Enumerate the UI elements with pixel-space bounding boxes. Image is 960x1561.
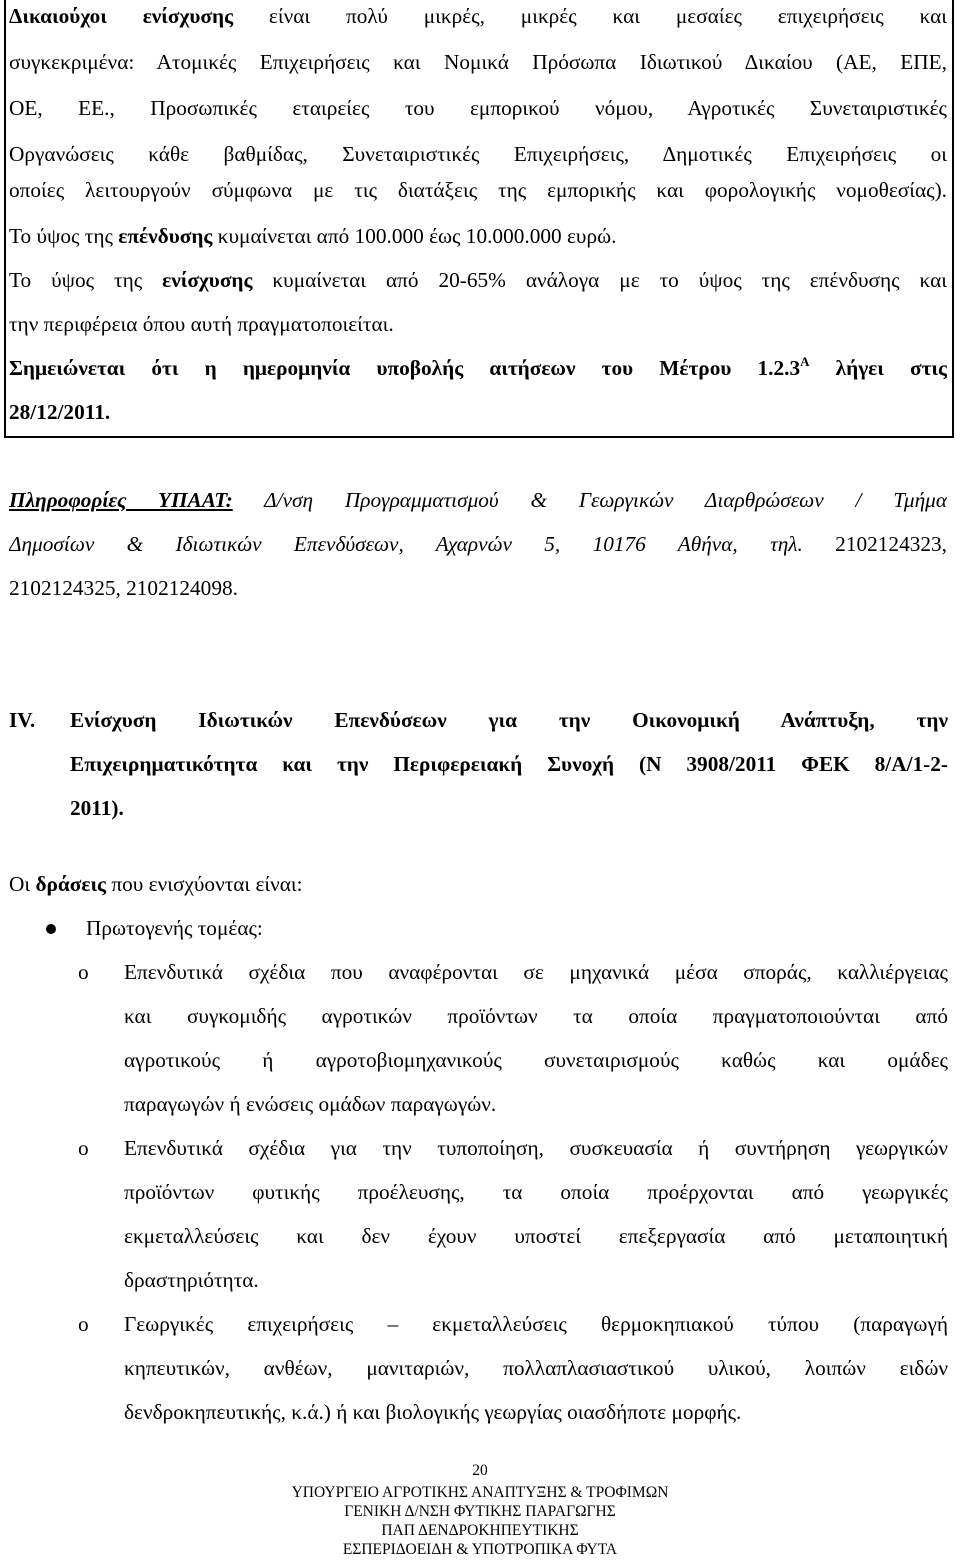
section-title-line-3: 2011).	[70, 796, 124, 820]
info-line-2: Δημοσίων & Ιδιωτικών Επενδύσεων, Αχαρνών 5, 10176 Αθήνα, τηλ. 2102124323,	[9, 532, 947, 556]
box-line-1: Δικαιούχοι ενίσχυσης είναι πολύ μικρές, μικρές και μεσαίες επιχειρήσεις και	[9, 4, 947, 28]
box-line-8: την περιφέρεια όπου αυτή πραγματοποιείται.	[9, 312, 394, 336]
sub3-line-1: Γεωργικές επιχειρήσεις – εκμεταλλεύσεις θερμοκηπιακού τύπου (παραγωγή	[124, 1312, 948, 1336]
box-line-9: Σημειώνεται ότι η ημερομηνία υποβολής αιτήσεων του Μέτρου $1.2.3^A$ λήγει στις	[9, 356, 947, 380]
box-line-2: συγκεκριμένα: Ατομικές Επιχειρήσεις και Νομικά Πρόσωπα Ιδιωτικού Δικαίου (ΑΕ, ΕΠΕ,	[9, 50, 947, 74]
sub2-line-3: εκμεταλλεύσεις και δεν έχουν υποστεί επεξεργασία από μεταποιητική	[124, 1224, 948, 1248]
sub1-line-2: και συγκομιδής αγροτικών προϊόντων τα οποία πραγματοποιούνται από	[124, 1004, 948, 1028]
section-title-line-2: Επιχειρηματικότητα και την Περιφερειακή Συνοχή (Ν 3908/2011 ΦΕΚ 8/Α/1-2-	[70, 752, 948, 776]
footer-line-2: ΓΕΝΙΚΗ Δ/ΝΣΗ ΦΥΤΙΚΗΣ ΠΑΡΑΓΩΓΗΣ	[344, 1503, 616, 1520]
page-number: 20	[472, 1462, 488, 1479]
info-line-1: Πληροφορίες ΥΠΑΑΤ: Δ/νση Προγραμματισμού & Γεωργικών Διαρθρώσεων / Τμήμα	[9, 488, 947, 512]
footer-line-3: ΠΑΠ ΔΕΝΔΡΟΚΗΠΕΥΤΙΚΗΣ	[381, 1522, 579, 1539]
beneficiaries-label: Δικαιούχοι ενίσχυσης	[9, 4, 234, 28]
circle-bullet-icon: o	[78, 1136, 89, 1160]
box-line-4: Οργανώσεις κάθε βαθμίδας, Συνεταιριστικές Επιχειρήσεις, Δημοτικές Επιχειρήσεις οι	[9, 142, 947, 166]
footer-line-1: ΥΠΟΥΡΓΕΙΟ ΑΓΡΟΤΙΚΗΣ ΑΝΑΠΤΥΞΗΣ & ΤΡΟΦΙΜΩΝ	[291, 1484, 669, 1501]
sub2-line-4: δραστηριότητα.	[124, 1268, 259, 1292]
box-line-6: Το ύψος της επένδυσης κυμαίνεται από 100.000 έως 10.000.000 ευρώ.	[9, 224, 617, 248]
sub1-line-1: Επενδυτικά σχέδια που αναφέρονται σε μηχανικά μέσα σποράς, καλλιέργειας	[124, 960, 948, 984]
actions-intro: Οι δράσεις που ενισχύονται είναι:	[9, 872, 303, 896]
bullet-icon	[46, 924, 56, 934]
bullet-primary-sector: Πρωτογενής τομέας:	[86, 916, 263, 940]
sub2-line-2: προϊόντων φυτικής προέλευσης, τα οποία προέρχονται από γεωργικές	[124, 1180, 948, 1204]
sub1-line-3: αγροτικούς ή αγροτοβιομηχανικούς συνεταιρισμούς καθώς και ομάδες	[124, 1048, 948, 1072]
box-line-10: 28/12/2011.	[9, 400, 111, 424]
info-label: Πληροφορίες ΥΠΑΑΤ:	[9, 488, 233, 512]
circle-bullet-icon: o	[78, 960, 89, 984]
sub2-line-1: Επενδυτικά σχέδια για την τυποποίηση, συσκευασία ή συντήρηση γεωργικών	[124, 1136, 948, 1160]
sub3-line-3: δενδροκηπευτικής, κ.ά.) ή και βιολογικής γεωργίας οιασδήποτε μορφής.	[124, 1400, 742, 1424]
box-line-7: Το ύψος της ενίσχυσης κυμαίνεται από 20-65% ανάλογα με το ύψος της επένδυσης και	[9, 268, 947, 292]
section-number: IV.	[9, 708, 36, 732]
footer-line-4: ΕΣΠΕΡΙΔΟΕΙΔΗ & ΥΠΟΤΡΟΠΙΚΑ ΦΥΤΑ	[342, 1541, 618, 1558]
box-line-3: ΟΕ, ΕΕ., Προσωπικές εταιρείες του εμπορικού νόμου, Αγροτικές Συνεταιριστικές	[9, 96, 947, 120]
section-title-line-1: Ενίσχυση Ιδιωτικών Επενδύσεων για την Οικονομική Ανάπτυξη, την	[70, 708, 948, 732]
circle-bullet-icon: o	[78, 1312, 89, 1336]
sub3-line-2: κηπευτικών, ανθέων, μανιταριών, πολλαπλασιαστικού υλικού, λοιπών ειδών	[124, 1356, 948, 1380]
sub1-line-4: παραγωγών ή ενώσεις ομάδων παραγωγών.	[124, 1092, 497, 1116]
box-line-5: οποίες λειτουργούν σύμφωνα με τις διατάξεις της εμπορικής και φορολογικής νομοθεσίας).	[9, 178, 947, 202]
info-line-3: 2102124325, 2102124098.	[9, 576, 238, 600]
